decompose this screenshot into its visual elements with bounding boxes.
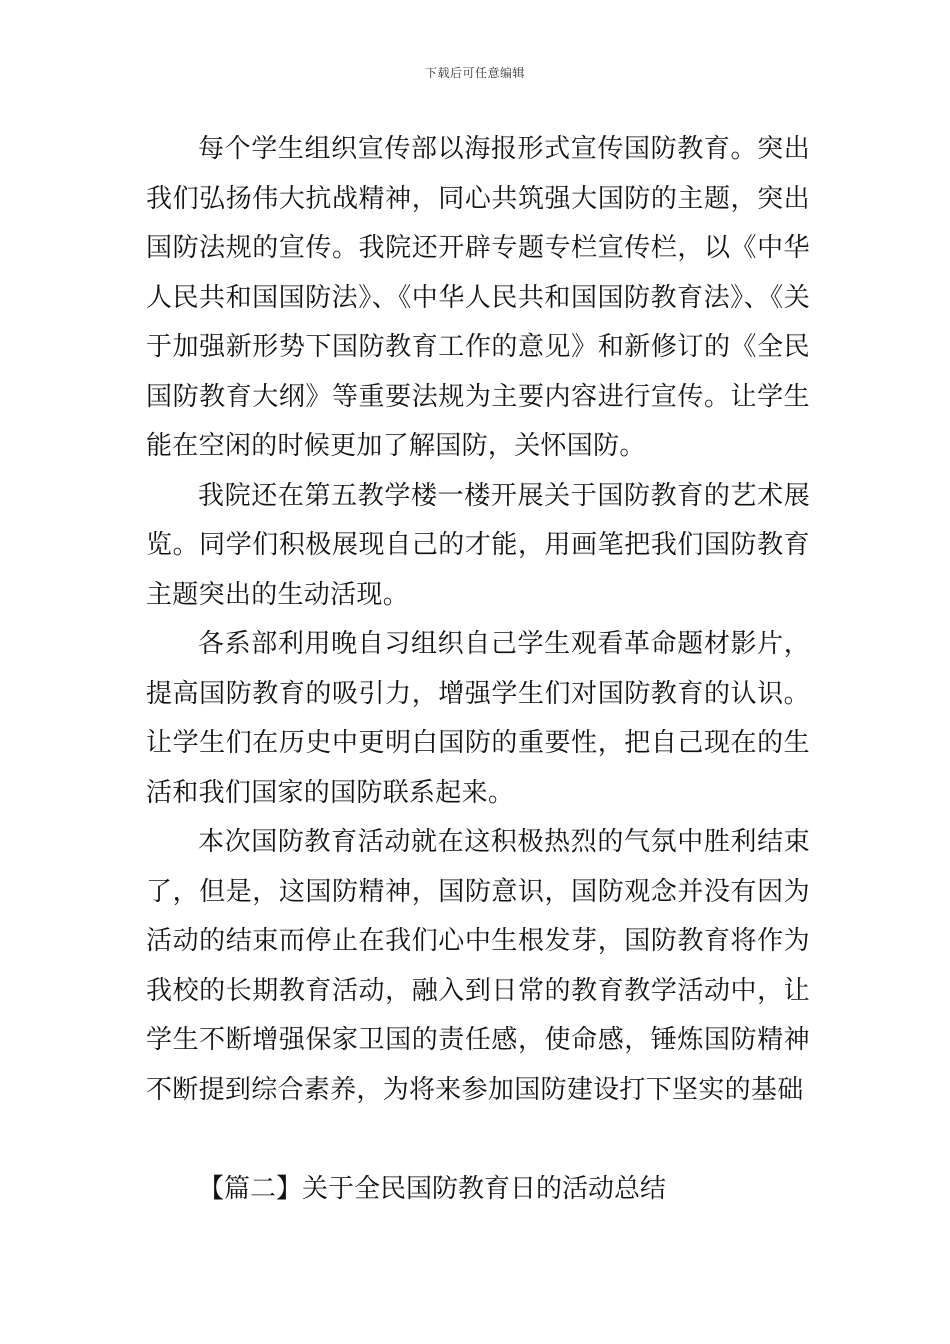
document-body — [146, 125, 810, 1215]
section-title: 【篇二】关于全民国防教育日的活动总结 — [198, 1174, 667, 1204]
page-header: 下载后可任意编辑 — [424, 66, 525, 80]
paragraph-2: 我院还在第五教学楼一楼开展关于国防教育的艺术展览。同学们积极展现自己的才能，用画笔把我们国防教育主题突出的生动活现。 — [146, 480, 810, 610]
paragraph-1: 每个学生组织宣传部以海报形式宣传国防教育。突出我们弘扬伟大抗战精神，同心共筑强大国防的主题，突出国防法规的宣传。我院还开辟专题专栏宣传栏，以《中华人民共和国国防法》、《中华人民共和国国防教育法》、《关于加强新形势下国防教育工作的意见》和新修订的《全民国防教育大纲》等重要法规为主要内容进行宣传。让学生能在空闲的时候更加了解国防，关怀国防。 — [146, 134, 810, 461]
paragraph-4: 本次国防教育活动就在这积极热烈的气氛中胜利结束了，但是，这国防精神，国防意识，国防观念并没有因为活动的结束而停止在我们心中生根发芽，国防教育将作为我校的长期教育活动，融入到日常的教育教学活动中，让学生不断增强保家卫国的责任感，使命感，锤炼国防精神不断提到综合素养，为将来参加国防建设打下坚实的基础 — [146, 827, 810, 1105]
paragraph-3: 各系部利用晚自习组织自己学生观看革命题材影片，提高国防教育的吸引力，增强学生们对国防教育的认识。让学生们在历史中更明白国防的重要性，把自己现在的生活和我们国家的国防联系起来。 — [146, 629, 810, 808]
